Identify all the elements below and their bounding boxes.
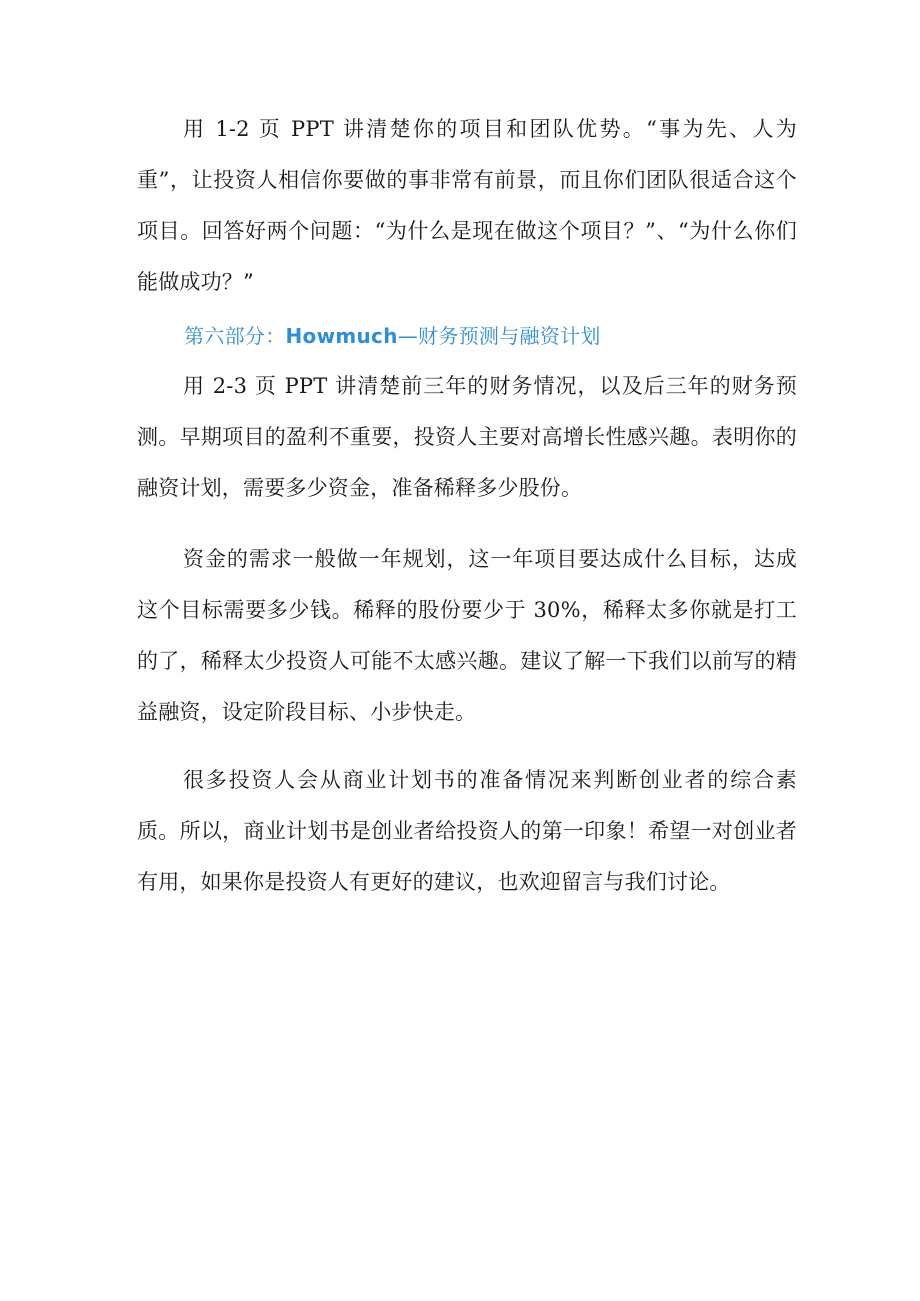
paragraph-financial-forecast: 用 2-3 页 PPT 讲清楚前三年的财务情况，以及后三年的财务预测。早期项目的盈利不重要，投资人主要对高增长性感兴趣。表明你的融资计划，需要多少资金，准备稀释多少股份。 — [137, 374, 797, 500]
paragraph-first-impression: 很多投资人会从商业计划书的准备情况来判断创业者的综合素质。所以，商业计划书是创业者给投资人的第一印象！希望一对创业者有用，如果你是投资人有更好的建议，也欢迎留言与我们讨论。 — [137, 768, 797, 894]
section-heading-keyword: Howmuch — [285, 324, 398, 348]
paragraph-funding-needs: 资金的需求一般做一年规划，这一年项目要达成什么目标，达成这个目标需要多少钱。稀释的股份要少于 30%，稀释太多你就是打工的了，稀释太少投资人可能不太感兴趣。建议了解一下我们以前写的精益融资，设定阶段目标、小步快走。 — [137, 547, 797, 724]
section-heading-suffix: —财务预测与融资计划 — [397, 324, 601, 348]
paragraph-team-advantage: 用 1-2 页 PPT 讲清楚你的项目和团队优势。“事为先、人为重”，让投资人相信你要做的事非常有前景，而且你们团队很适合这个项目。回答好两个问题：“为什么是现在做这个项目？”、“为什么你们能做成功？” — [137, 117, 797, 294]
section-heading-howmuch — [184, 316, 601, 356]
section-heading-prefix: 第六部分： — [184, 324, 286, 348]
